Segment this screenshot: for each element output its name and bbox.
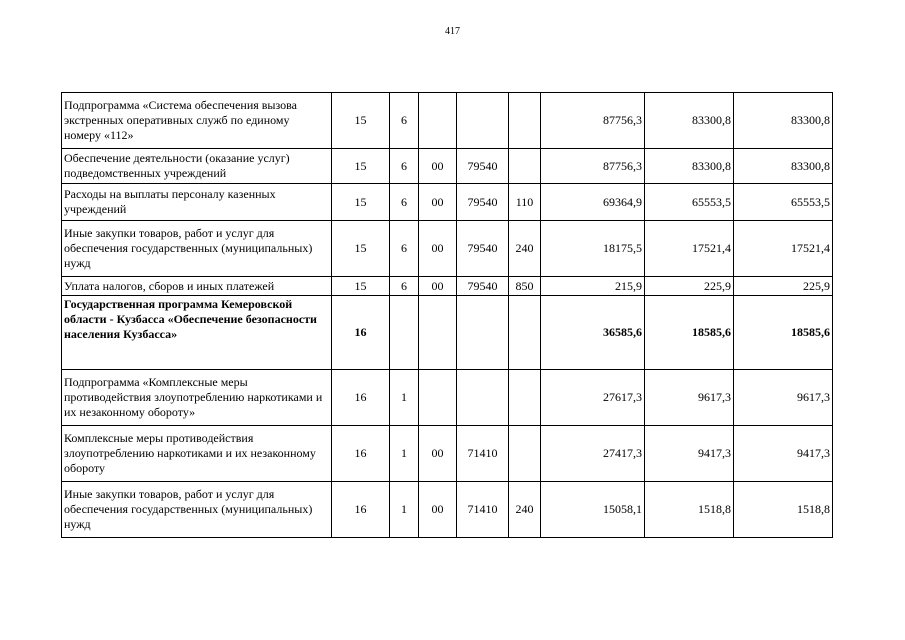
- row-amount-year-2: 18585,6: [645, 296, 734, 370]
- row-amount-year-2: 1518,8: [645, 482, 734, 538]
- row-expense-code: [457, 370, 509, 426]
- row-subprogram-code: 1: [390, 482, 419, 538]
- row-subprogram-code: 6: [390, 149, 419, 184]
- row-amount-year-2: 83300,8: [645, 93, 734, 149]
- row-subprogram-code: 1: [390, 370, 419, 426]
- row-subprogram-code: [390, 296, 419, 370]
- row-direction-code: 00: [419, 221, 457, 277]
- row-subprogram-code: 6: [390, 277, 419, 296]
- row-amount-year-1: 215,9: [541, 277, 645, 296]
- table-row: [62, 184, 833, 221]
- row-program-code: 15: [332, 184, 390, 221]
- row-program-code: 15: [332, 277, 390, 296]
- row-amount-year-1: 87756,3: [541, 93, 645, 149]
- row-expense-code: [457, 296, 509, 370]
- row-amount-year-2: 65553,5: [645, 184, 734, 221]
- row-amount-year-3: 9617,3: [734, 370, 833, 426]
- row-amount-year-3: 83300,8: [734, 93, 833, 149]
- row-amount-year-1: 36585,6: [541, 296, 645, 370]
- table-row: [62, 221, 833, 277]
- table-row: [62, 296, 833, 370]
- row-program-code: 16: [332, 296, 390, 370]
- table-row: [62, 277, 833, 296]
- row-expense-code: 71410: [457, 482, 509, 538]
- row-direction-code: [419, 296, 457, 370]
- row-direction-code: [419, 93, 457, 149]
- budget-table: [61, 92, 833, 538]
- page-number: 417: [445, 26, 460, 37]
- table-row: [62, 93, 833, 149]
- row-expense-type: 240: [509, 221, 541, 277]
- row-expense-type: [509, 370, 541, 426]
- row-amount-year-1: 27417,3: [541, 426, 645, 482]
- row-name: Комплексные меры противодействия злоупотреблению наркотиками и их незаконному обороту: [62, 426, 332, 482]
- row-name: Расходы на выплаты персоналу казенных учреждений: [62, 184, 332, 221]
- row-program-code: 16: [332, 482, 390, 538]
- table-row: [62, 149, 833, 184]
- row-expense-type: 240: [509, 482, 541, 538]
- row-direction-code: 00: [419, 149, 457, 184]
- row-amount-year-2: 17521,4: [645, 221, 734, 277]
- row-amount-year-3: 17521,4: [734, 221, 833, 277]
- row-expense-type: [509, 426, 541, 482]
- row-name: Иные закупки товаров, работ и услуг для обеспечения государственных (муниципальных) нужд: [62, 221, 332, 277]
- row-expense-code: 79540: [457, 277, 509, 296]
- row-amount-year-3: 65553,5: [734, 184, 833, 221]
- row-expense-code: [457, 93, 509, 149]
- table-row: [62, 426, 833, 482]
- row-expense-code: 79540: [457, 221, 509, 277]
- row-program-code: 16: [332, 370, 390, 426]
- row-name: Подпрограмма «Система обеспечения вызова экстренных оперативных служб по единому номеру «112»: [62, 93, 332, 149]
- row-amount-year-2: 83300,8: [645, 149, 734, 184]
- row-amount-year-3: 1518,8: [734, 482, 833, 538]
- row-amount-year-3: 18585,6: [734, 296, 833, 370]
- row-name: Обеспечение деятельности (оказание услуг) подведомственных учреждений: [62, 149, 332, 184]
- row-amount-year-2: 225,9: [645, 277, 734, 296]
- row-amount-year-3: 83300,8: [734, 149, 833, 184]
- row-program-code: 15: [332, 221, 390, 277]
- row-name: Государственная программа Кемеровской области - Кузбасса «Обеспечение безопасности населения Кузбасса»: [62, 296, 332, 370]
- row-subprogram-code: 6: [390, 93, 419, 149]
- row-subprogram-code: 1: [390, 426, 419, 482]
- row-direction-code: 00: [419, 277, 457, 296]
- row-program-code: 15: [332, 93, 390, 149]
- row-expense-type: 850: [509, 277, 541, 296]
- row-expense-code: 71410: [457, 426, 509, 482]
- row-amount-year-3: 225,9: [734, 277, 833, 296]
- row-expense-code: 79540: [457, 149, 509, 184]
- row-expense-type: [509, 149, 541, 184]
- row-amount-year-3: 9417,3: [734, 426, 833, 482]
- row-name: Иные закупки товаров, работ и услуг для обеспечения государственных (муниципальных) нужд: [62, 482, 332, 538]
- row-name: Уплата налогов, сборов и иных платежей: [62, 277, 332, 296]
- row-program-code: 16: [332, 426, 390, 482]
- row-amount-year-2: 9617,3: [645, 370, 734, 426]
- table-row: [62, 482, 833, 538]
- table-row: [62, 370, 833, 426]
- row-direction-code: 00: [419, 426, 457, 482]
- row-direction-code: [419, 370, 457, 426]
- row-expense-type: [509, 93, 541, 149]
- row-subprogram-code: 6: [390, 221, 419, 277]
- row-amount-year-1: 69364,9: [541, 184, 645, 221]
- row-name: Подпрограмма «Комплексные меры противодействия злоупотреблению наркотиками и их незаконному обороту»: [62, 370, 332, 426]
- row-expense-type: 110: [509, 184, 541, 221]
- row-subprogram-code: 6: [390, 184, 419, 221]
- row-direction-code: 00: [419, 184, 457, 221]
- row-program-code: 15: [332, 149, 390, 184]
- row-amount-year-1: 87756,3: [541, 149, 645, 184]
- row-expense-code: 79540: [457, 184, 509, 221]
- row-amount-year-1: 15058,1: [541, 482, 645, 538]
- row-amount-year-1: 18175,5: [541, 221, 645, 277]
- row-direction-code: 00: [419, 482, 457, 538]
- row-amount-year-1: 27617,3: [541, 370, 645, 426]
- row-amount-year-2: 9417,3: [645, 426, 734, 482]
- row-expense-type: [509, 296, 541, 370]
